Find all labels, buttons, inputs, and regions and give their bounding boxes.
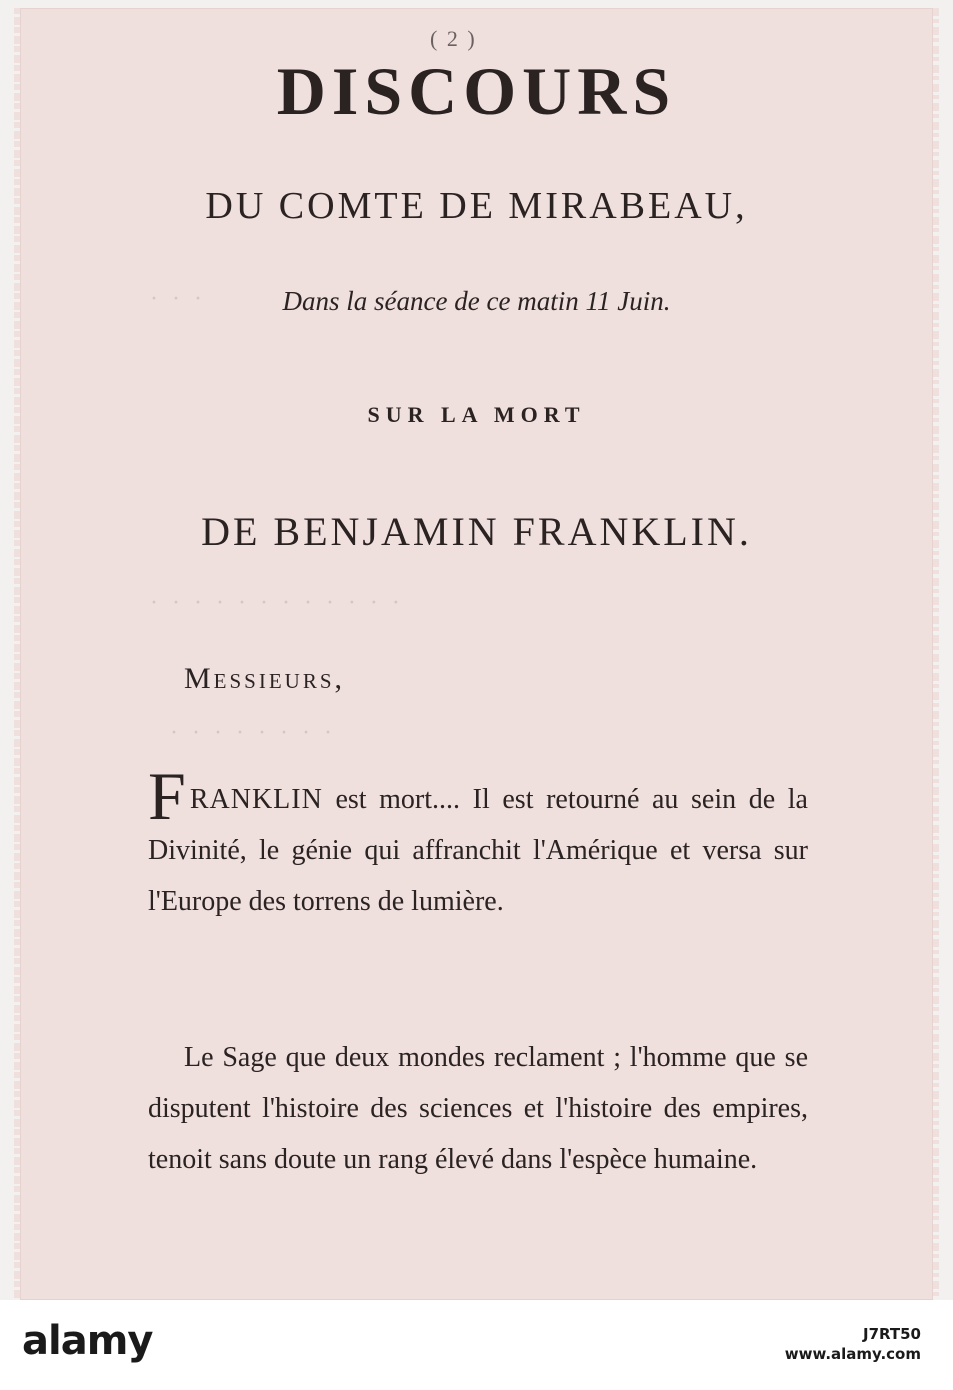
salutation: Messieurs, (184, 662, 346, 695)
paragraph-1-text: est mort.... Il est retourné au sein de la Divinité, le génie qui affranchit l'Amérique et versa sur l'Europe des torrens de lumière. (148, 784, 808, 917)
topic-line: SUR LA MORT (367, 402, 586, 427)
dateline: Dans la séance de ce matin 11 Juin. (282, 286, 671, 316)
show-through-ghost-text: · · · (150, 286, 206, 312)
paragraph-1 (148, 758, 808, 927)
image-id: J7RT50 (862, 1325, 921, 1343)
site-url: www.alamy.com (784, 1345, 921, 1363)
paragraph-2-text: Le Sage que deux mondes reclament ; l'homme que se disputent l'histoire des sciences et l'histoire des empires, tenoit sans doute un rang élevé dans l'espèce humaine. (148, 1042, 808, 1175)
drop-cap: F (148, 758, 186, 834)
stock-id (785, 1324, 921, 1364)
document-subtitle: DU COMTE DE MIRABEAU, (205, 185, 748, 227)
lead-word: RANKLIN (189, 784, 323, 815)
alamy-logo: alamy (22, 1318, 153, 1364)
show-through-ghost-text: · · · · · · · · · · · · (150, 590, 404, 616)
topic-name: DE BENJAMIN FRANKLIN. (201, 509, 752, 554)
document-title: DISCOURS (276, 53, 677, 129)
paragraph-2 (148, 1032, 808, 1185)
show-through-ghost-text: · · · · · · · · (170, 720, 336, 746)
page-number: ( 2 ) (430, 26, 477, 51)
